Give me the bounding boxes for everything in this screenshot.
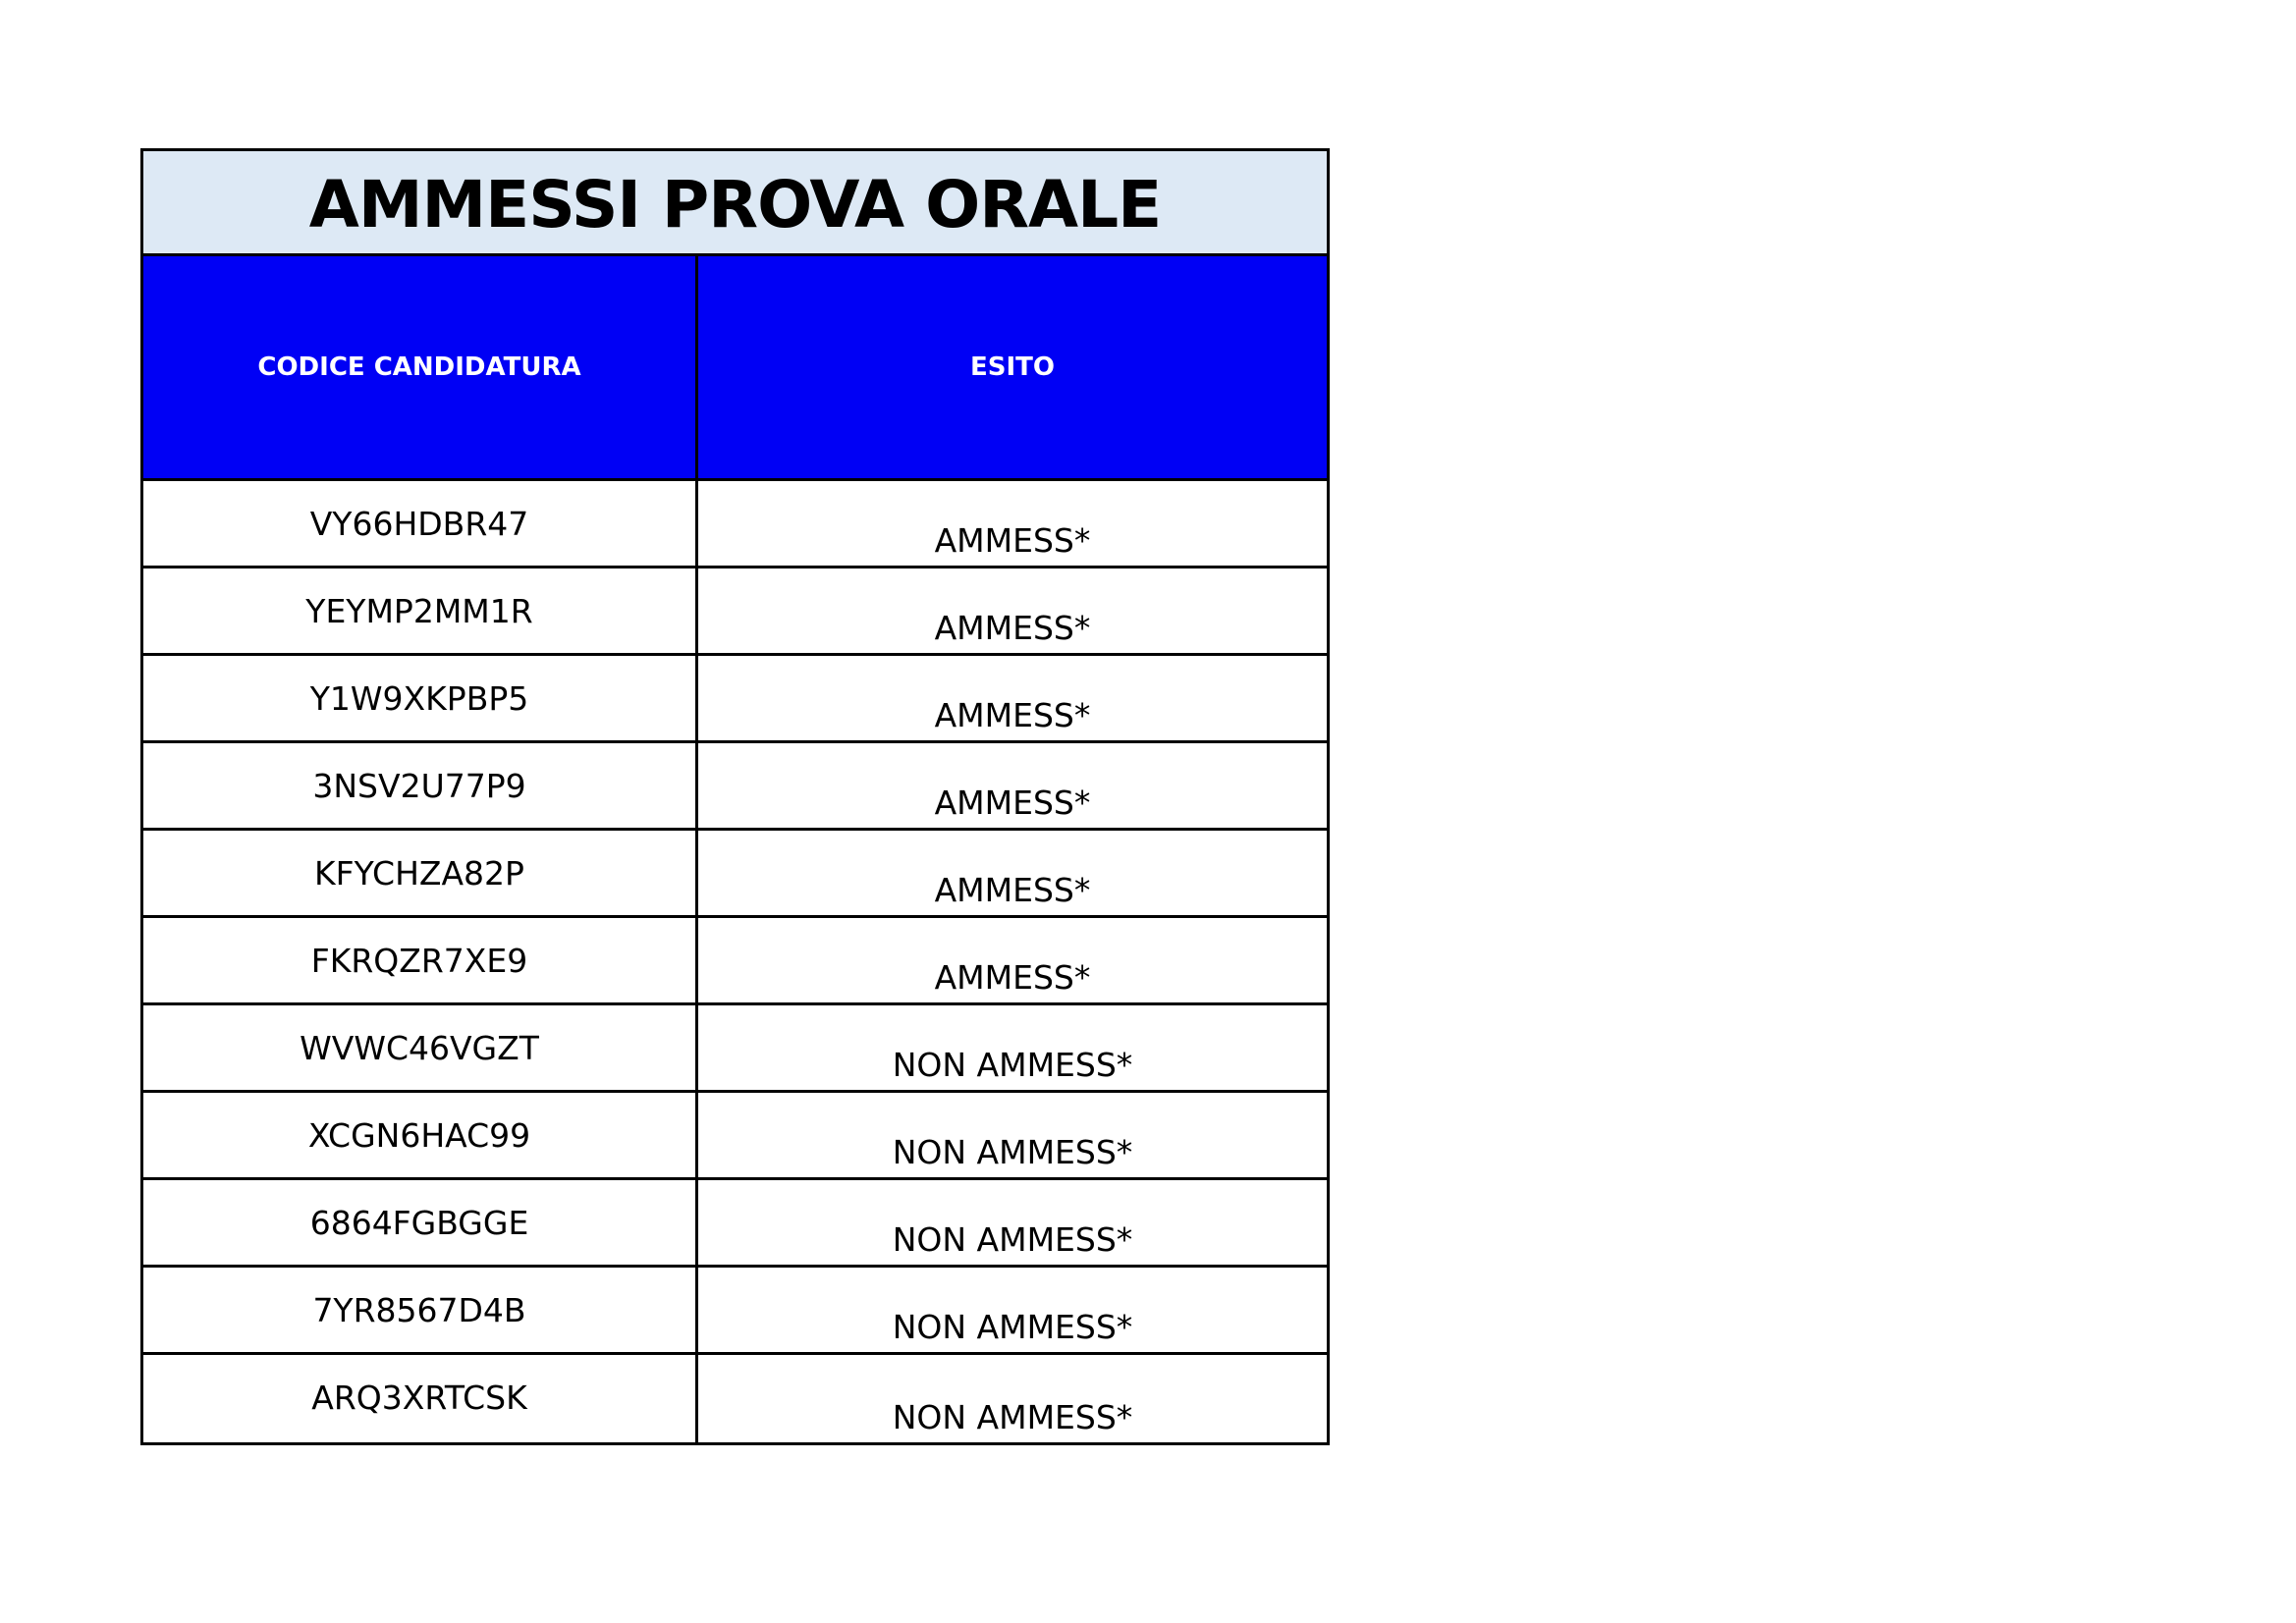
table-cell-code: 3NSV2U77P9 xyxy=(143,743,698,831)
table-cell-esito: AMMESS* xyxy=(698,481,1327,568)
table-cell-esito: AMMESS* xyxy=(698,568,1327,656)
table-cell-code: Y1W9XKPBP5 xyxy=(143,656,698,743)
table-cell-code: XCGN6HAC99 xyxy=(143,1093,698,1180)
table-cell-code: 7YR8567D4B xyxy=(143,1268,698,1355)
table-cell-esito: AMMESS* xyxy=(698,656,1327,743)
table-cell-esito: AMMESS* xyxy=(698,831,1327,918)
table-cell-esito: AMMESS* xyxy=(698,918,1327,1005)
table-cell-esito: NON AMMESS* xyxy=(698,1005,1327,1093)
column-header-esito: ESITO xyxy=(698,256,1327,481)
page-title: AMMESSI PROVA ORALE xyxy=(308,166,1162,243)
table-cell-code: FKRQZR7XE9 xyxy=(143,918,698,1005)
table-cell-code: ARQ3XRTCSK xyxy=(143,1355,698,1442)
title-row xyxy=(143,151,1327,256)
table-cell-code: 6864FGBGGE xyxy=(143,1180,698,1268)
table-cell-esito: AMMESS* xyxy=(698,743,1327,831)
table-cell-esito: NON AMMESS* xyxy=(698,1093,1327,1180)
column-header-codice: CODICE CANDIDATURA xyxy=(143,256,698,481)
table-cell-code: WVWC46VGZT xyxy=(143,1005,698,1093)
table-cell-esito: NON AMMESS* xyxy=(698,1180,1327,1268)
results-table xyxy=(140,148,1330,1445)
table-cell-esito: NON AMMESS* xyxy=(698,1268,1327,1355)
table-cell-code: YEYMP2MM1R xyxy=(143,568,698,656)
table-cell-esito: NON AMMESS* xyxy=(892,1398,1133,1436)
table-grid xyxy=(143,256,1327,1442)
table-cell-code: KFYCHZA82P xyxy=(143,831,698,918)
table-cell-code: VY66HDBR47 xyxy=(143,481,698,568)
